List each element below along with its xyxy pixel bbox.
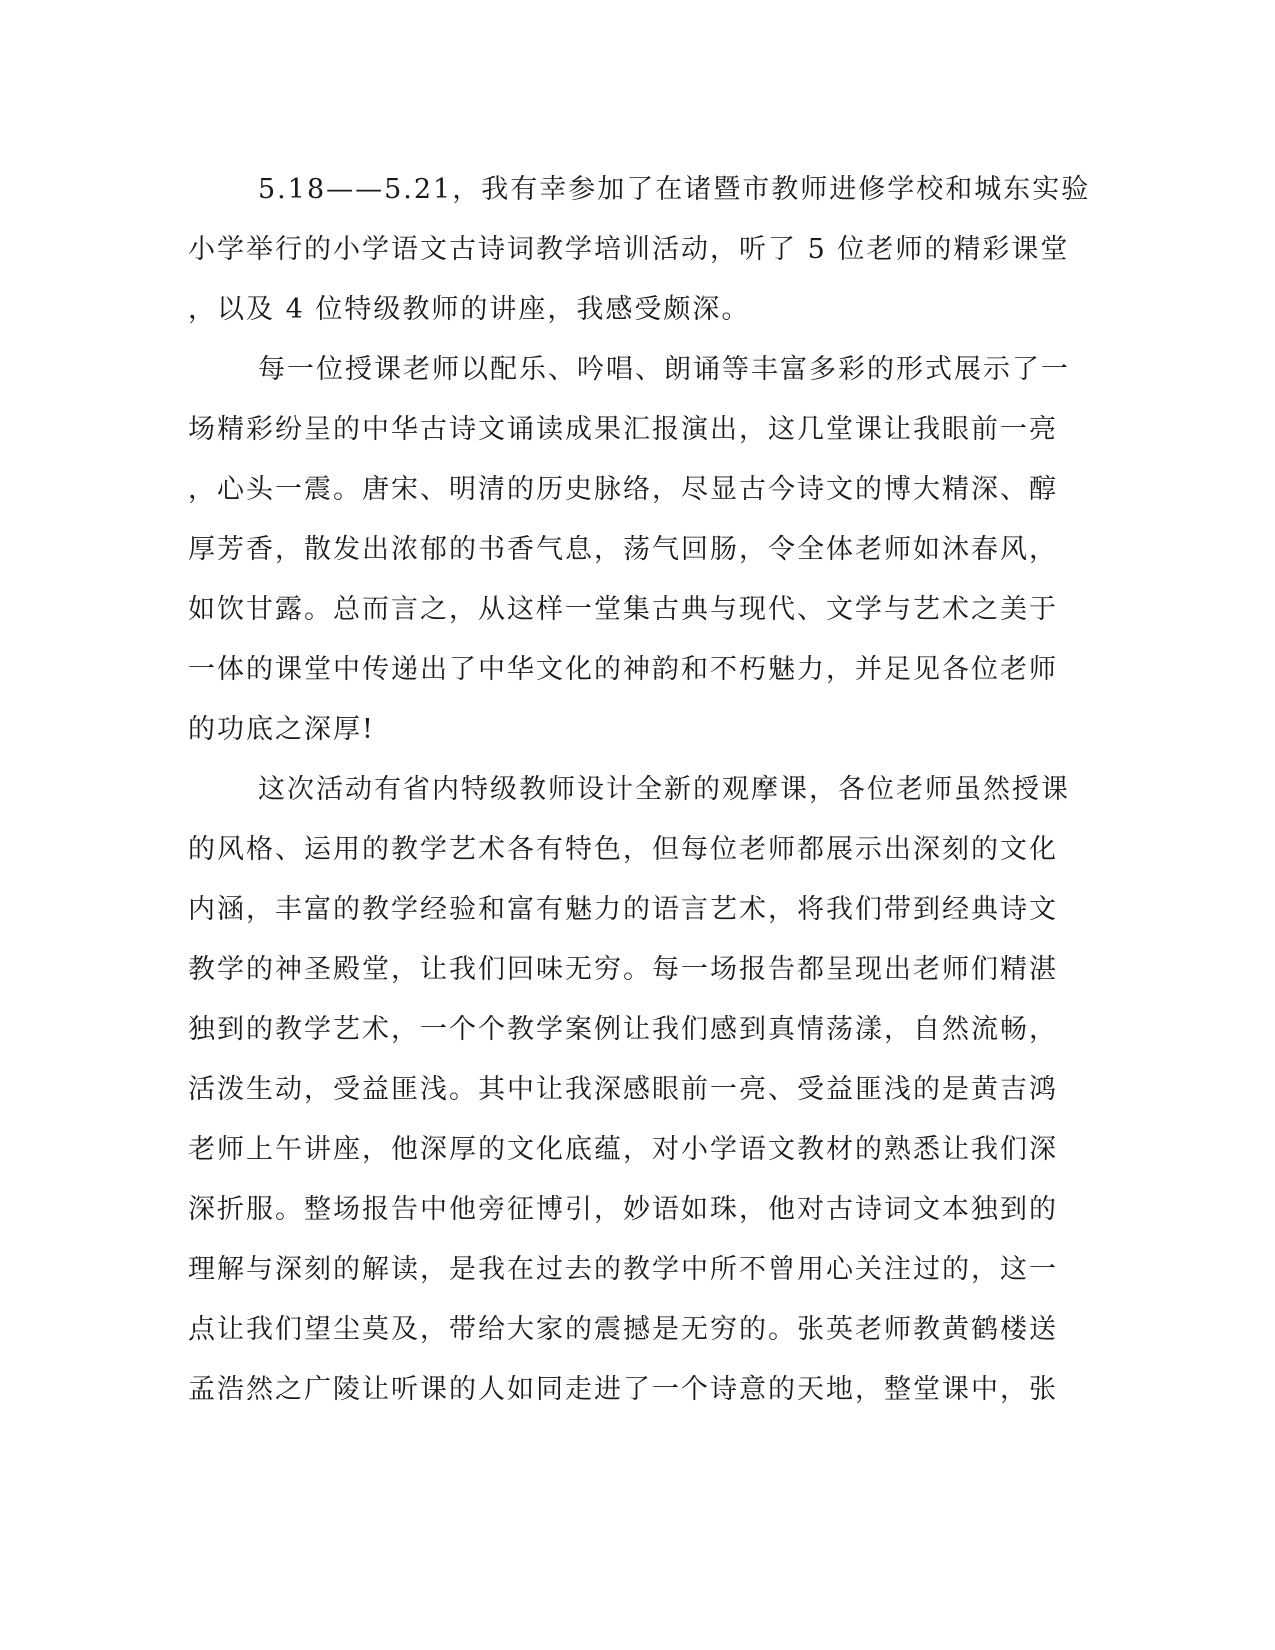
paragraph-3 xyxy=(188,760,1070,1420)
paragraph-2 xyxy=(188,340,1070,760)
text-line: 5.18——5.21，我有幸参加了在诸暨市教师进修学校和城东实验 xyxy=(258,174,1091,205)
text-line: 的风格、运用的教学艺术各有特色，但每位老师都展示出深刻的文化 xyxy=(188,834,1058,865)
text-line: 老师上午讲座，他深厚的文化底蕴，对小学语文教材的熟悉让我们深 xyxy=(188,1134,1058,1165)
text-line: 理解与深刻的解读，是我在过去的教学中所不曾用心关注过的，这一 xyxy=(188,1254,1058,1285)
text-line: 的功底之深厚! xyxy=(188,714,375,745)
text-line: 场精彩纷呈的中华古诗文诵读成果汇报演出，这几堂课让我眼前一亮 xyxy=(188,414,1058,445)
text-line: 独到的教学艺术，一个个教学案例让我们感到真情荡漾，自然流畅， xyxy=(188,1014,1058,1045)
text-line: 孟浩然之广陵让听课的人如同走进了一个诗意的天地，整堂课中，张 xyxy=(188,1374,1058,1405)
text-line: ，以及 4 位特级教师的讲座，我感受颇深。 xyxy=(188,294,751,325)
text-line: 活泼生动，受益匪浅。其中让我深感眼前一亮、受益匪浅的是黄吉鸿 xyxy=(188,1074,1058,1105)
text-line: 每一位授课老师以配乐、吟唱、朗诵等丰富多彩的形式展示了一 xyxy=(258,354,1070,385)
document-body xyxy=(188,160,1091,1420)
text-line: 如饮甘露。总而言之，从这样一堂集古典与现代、文学与艺术之美于 xyxy=(188,594,1058,625)
text-line: 内涵，丰富的教学经验和富有魅力的语言艺术，将我们带到经典诗文 xyxy=(188,894,1058,925)
text-line: 小学举行的小学语文古诗词教学培训活动，听了 5 位老师的精彩课堂 xyxy=(188,234,1070,265)
paragraph-1 xyxy=(188,160,1091,340)
text-line: 深折服。整场报告中他旁征博引，妙语如珠，他对古诗词文本独到的 xyxy=(188,1194,1058,1225)
text-line: 教学的神圣殿堂，让我们回味无穷。每一场报告都呈现出老师们精湛 xyxy=(188,954,1058,985)
text-line: ，心头一震。唐宋、明清的历史脉络，尽显古今诗文的博大精深、醇 xyxy=(188,474,1058,505)
text-line: 点让我们望尘莫及，带给大家的震撼是无穷的。张英老师教黄鹤楼送 xyxy=(188,1314,1058,1345)
text-line: 这次活动有省内特级教师设计全新的观摩课，各位老师虽然授课 xyxy=(258,774,1070,805)
text-line: 一体的课堂中传递出了中华文化的神韵和不朽魅力，并足见各位老师 xyxy=(188,654,1058,685)
text-line: 厚芳香，散发出浓郁的书香气息，荡气回肠，令全体老师如沐春风， xyxy=(188,534,1058,565)
